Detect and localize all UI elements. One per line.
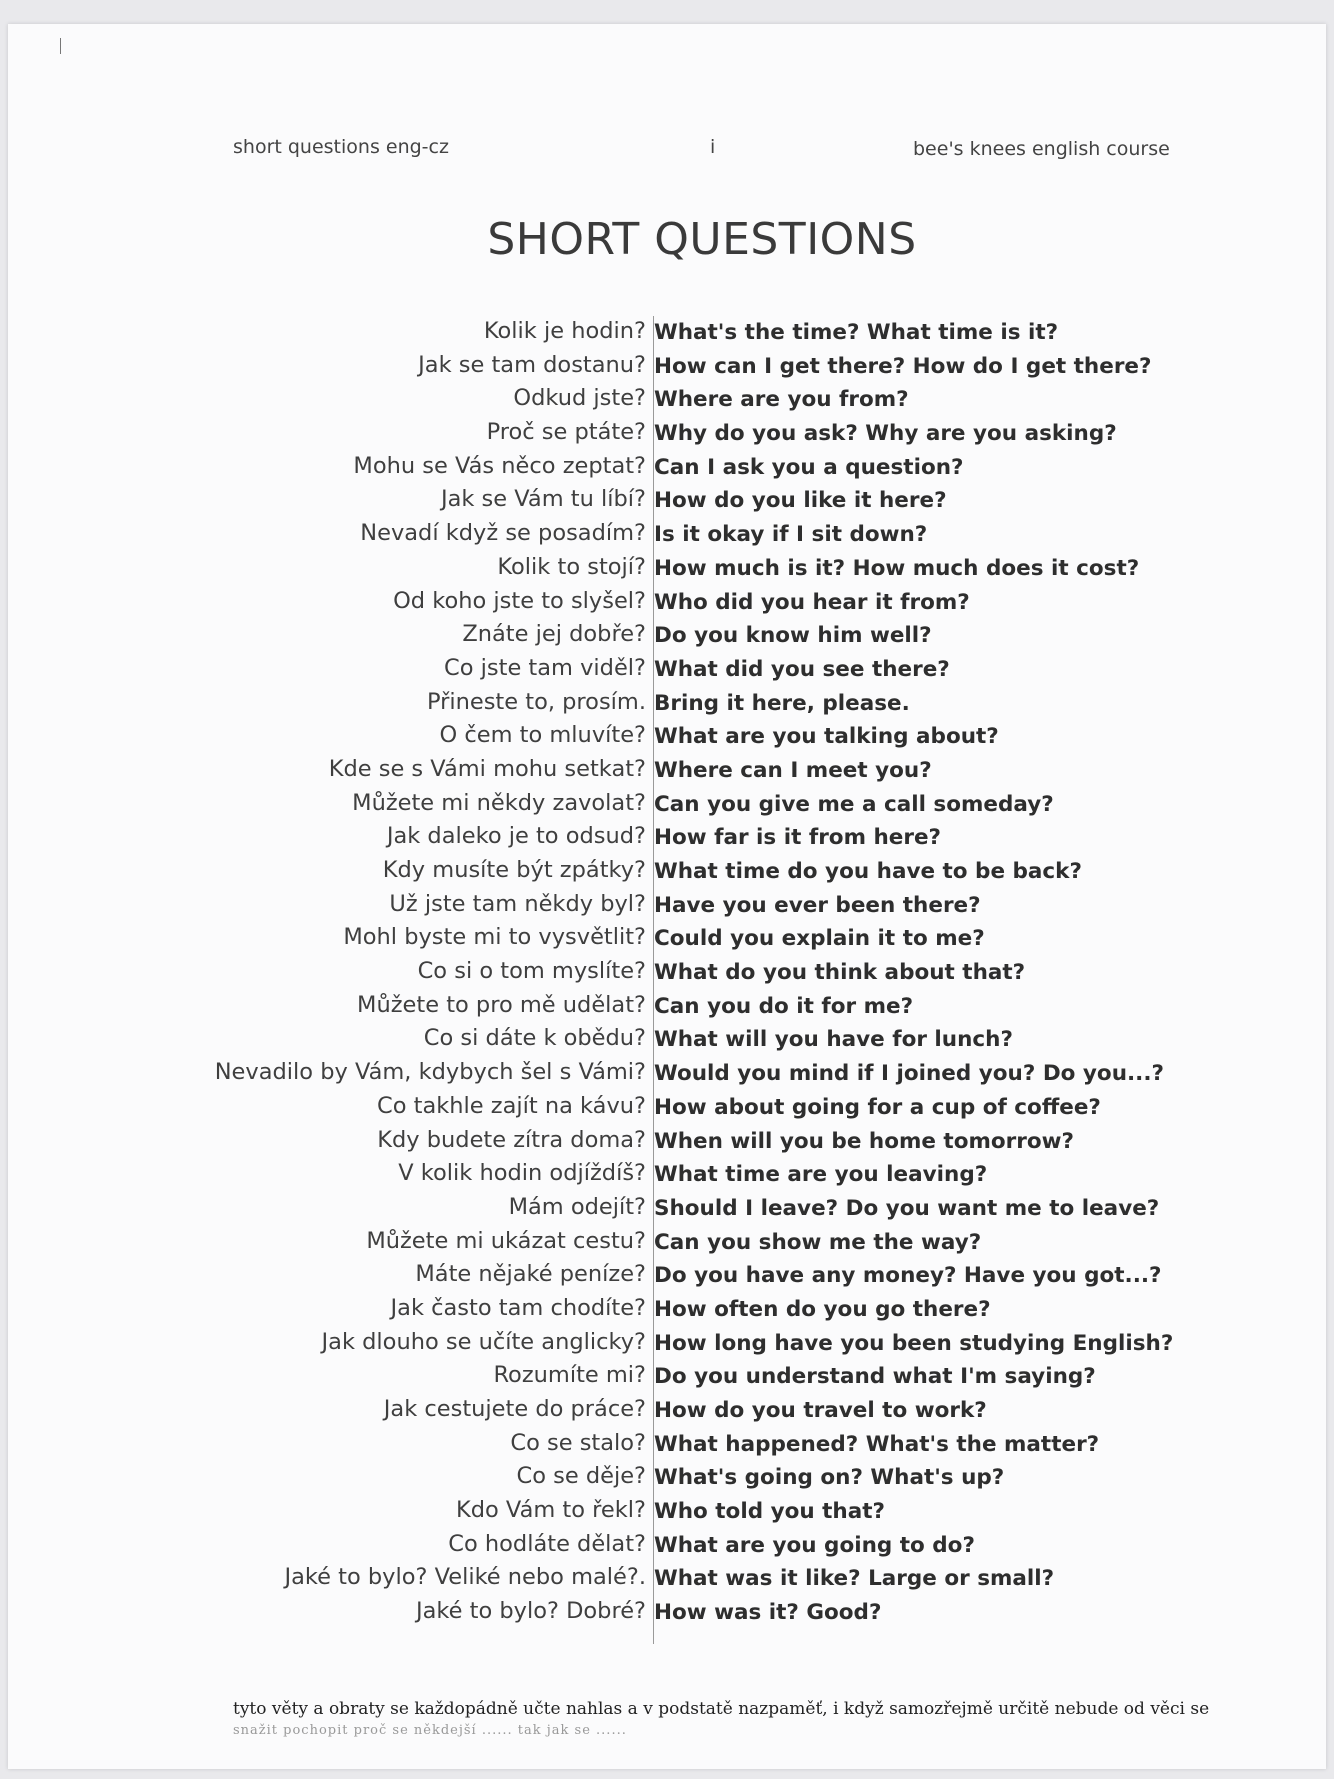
english-question: Who told you that? [654, 1499, 885, 1525]
header-page-number: i [710, 136, 716, 158]
english-question: Could you explain it to me? [654, 926, 985, 952]
english-question: What time do you have to be back? [654, 859, 1082, 884]
czech-question: Kolik to stojí? [497, 553, 646, 580]
czech-question: Můžete mi někdy zavolat? [352, 789, 646, 816]
czech-question: Nevadilo by Vám, kdybych šel s Vámi? [214, 1059, 646, 1086]
english-question: Where are you from? [654, 387, 909, 413]
list-item [8, 619, 1326, 653]
czech-question: Jak daleko je to odsud? [386, 823, 646, 850]
czech-question: Mohl byste mi to vysvětlit? [343, 924, 646, 951]
czech-question: Už jste tam někdy byl? [389, 890, 646, 917]
czech-question: Co se stalo? [510, 1429, 646, 1456]
list-item [8, 1125, 1326, 1159]
list-item [8, 1158, 1326, 1192]
footer-line-1: tyto věty a obraty se každopádně učte nahlas a v podstatě nazpaměť, i když samozřejmě určitě nebude od věci se [233, 1699, 1210, 1719]
czech-question: Přineste to, prosím. [426, 688, 646, 715]
list-item [8, 956, 1326, 990]
czech-question: Kolik je hodin? [483, 318, 646, 344]
czech-question: Můžete to pro mě udělat? [357, 991, 646, 1018]
scan-mark [60, 38, 61, 54]
english-question: Can you give me a call someday? [654, 791, 1054, 817]
english-question: What happened? What's the matter? [654, 1431, 1100, 1457]
list-item [8, 1226, 1326, 1260]
list-item [8, 855, 1326, 889]
list-item [8, 383, 1326, 417]
czech-question: Rozumíte mi? [493, 1362, 646, 1389]
list-item [8, 1360, 1326, 1394]
czech-question: Jaké to bylo? Dobré? [415, 1598, 646, 1625]
czech-question: Nevadí když se posadím? [360, 520, 646, 547]
english-question: What time are you leaving? [654, 1162, 988, 1188]
list-item [8, 788, 1326, 822]
list-item [8, 1023, 1326, 1057]
english-question: What will you have for lunch? [654, 1027, 1013, 1053]
english-question: Why do you ask? Why are you asking? [654, 421, 1117, 447]
english-question: How do you travel to work? [654, 1398, 987, 1423]
english-question: Do you know him well? [654, 623, 932, 649]
czech-question: Můžete mi ukázat cestu? [366, 1227, 646, 1254]
english-question: Should I leave? Do you want me to leave? [654, 1195, 1160, 1221]
list-item [8, 821, 1326, 855]
czech-question: Mohu se Vás něco zeptat? [353, 452, 646, 479]
czech-question: Kdy budete zítra doma? [377, 1126, 646, 1153]
czech-question: Co si o tom myslíte? [417, 958, 646, 985]
czech-question: Jak se tam dostanu? [418, 351, 646, 378]
czech-question: Odkud jste? [513, 385, 646, 412]
list-item [8, 484, 1326, 518]
list-item [8, 990, 1326, 1024]
english-question: How much is it? How much does it cost? [654, 555, 1140, 581]
english-question: Can I ask you a question? [654, 454, 964, 480]
list-item [8, 653, 1326, 687]
czech-question: Kdy musíte být zpátky? [382, 857, 646, 883]
list-item [8, 1091, 1326, 1125]
running-header [8, 136, 1326, 166]
question-list [8, 316, 1326, 1630]
english-question: Can you show me the way? [654, 1229, 982, 1255]
list-item [8, 1394, 1326, 1428]
czech-question: Od koho jste to slyšel? [393, 587, 646, 614]
list-item [8, 1293, 1326, 1327]
english-question: Where can I meet you? [654, 757, 932, 783]
czech-question: Co takhle zajít na kávu? [377, 1092, 646, 1119]
english-question: Is it okay if I sit down? [654, 522, 928, 548]
czech-question: Co si dáte k obědu? [423, 1025, 646, 1052]
list-item [8, 417, 1326, 451]
czech-question: Proč se ptáte? [486, 419, 646, 446]
english-question: How was it? Good? [654, 1600, 882, 1626]
czech-question: V kolik hodin odjíždíš? [398, 1160, 646, 1187]
list-item [8, 451, 1326, 485]
list-item [8, 1596, 1326, 1630]
czech-question: O čem to mluvíte? [439, 722, 646, 749]
czech-question: Co hodláte dělat? [448, 1530, 646, 1557]
english-question: How long have you been studying English? [654, 1330, 1174, 1356]
english-question: How do you like it here? [654, 488, 947, 514]
czech-question: Jak cestujete do práce? [383, 1396, 646, 1422]
english-question: How can I get there? How do I get there? [654, 353, 1152, 379]
czech-question: Mám odejít? [508, 1193, 646, 1220]
list-item [8, 1259, 1326, 1293]
czech-question: Jak dlouho se učíte anglicky? [321, 1328, 646, 1355]
page-title: SHORT QUESTIONS [487, 214, 917, 265]
list-item [8, 316, 1326, 350]
list-item [8, 1327, 1326, 1361]
czech-question: Kde se s Vámi mohu setkat? [328, 755, 646, 782]
english-question: What's the time? What time is it? [654, 320, 1059, 345]
english-question: What are you going to do? [654, 1532, 975, 1558]
czech-question: Máte nějaké peníze? [415, 1261, 646, 1288]
english-question: Would you mind if I joined you? Do you...? [654, 1061, 1164, 1087]
english-question: How often do you go there? [654, 1296, 991, 1322]
english-question: What are you talking about? [654, 724, 999, 750]
english-question: How far is it from here? [654, 825, 942, 851]
list-item [8, 1529, 1326, 1563]
footer-note [233, 1696, 1233, 1740]
english-question: Do you have any money? Have you got...? [654, 1263, 1162, 1289]
english-question: What was it like? Large or small? [654, 1566, 1055, 1592]
list-item [8, 1495, 1326, 1529]
list-item [8, 1057, 1326, 1091]
czech-question: Jak se Vám tu líbí? [440, 486, 646, 513]
list-item [8, 687, 1326, 721]
english-question: When will you be home tomorrow? [654, 1128, 1074, 1154]
czech-question: Kdo Vám to řekl? [455, 1497, 646, 1524]
footer-line-2-cut-off: snažit pochopit proč se někdejší ...... tak jak se ...... [233, 1723, 627, 1738]
list-item [8, 1461, 1326, 1495]
list-item [8, 518, 1326, 552]
list-item [8, 754, 1326, 788]
list-item [8, 1428, 1326, 1462]
czech-question: Jak často tam chodíte? [390, 1294, 646, 1321]
list-item [8, 552, 1326, 586]
header-left-text: short questions eng-cz [233, 136, 449, 158]
english-question: What do you think about that? [654, 960, 1026, 986]
list-item [8, 720, 1326, 754]
list-item [8, 350, 1326, 384]
english-question: Who did you hear it from? [654, 589, 970, 615]
list-item [8, 1192, 1326, 1226]
header-right-text: bee's knees english course [913, 138, 1170, 160]
list-item [8, 586, 1326, 620]
document-page [8, 24, 1326, 1769]
english-question: What did you see there? [654, 656, 950, 682]
czech-question: Znáte jej dobře? [462, 621, 646, 648]
english-question: Can you do it for me? [654, 993, 914, 1019]
english-question: How about going for a cup of coffee? [654, 1094, 1101, 1120]
list-item [8, 889, 1326, 923]
czech-question: Jaké to bylo? Veliké nebo malé?. [284, 1564, 646, 1591]
english-question: Do you understand what I'm saying? [654, 1364, 1096, 1390]
list-item [8, 922, 1326, 956]
czech-question: Co jste tam viděl? [444, 654, 646, 681]
english-question: Have you ever been there? [654, 892, 981, 918]
english-question: What's going on? What's up? [654, 1465, 1005, 1491]
english-question: Bring it here, please. [654, 690, 910, 716]
list-item [8, 1562, 1326, 1596]
czech-question: Co se děje? [516, 1463, 646, 1490]
